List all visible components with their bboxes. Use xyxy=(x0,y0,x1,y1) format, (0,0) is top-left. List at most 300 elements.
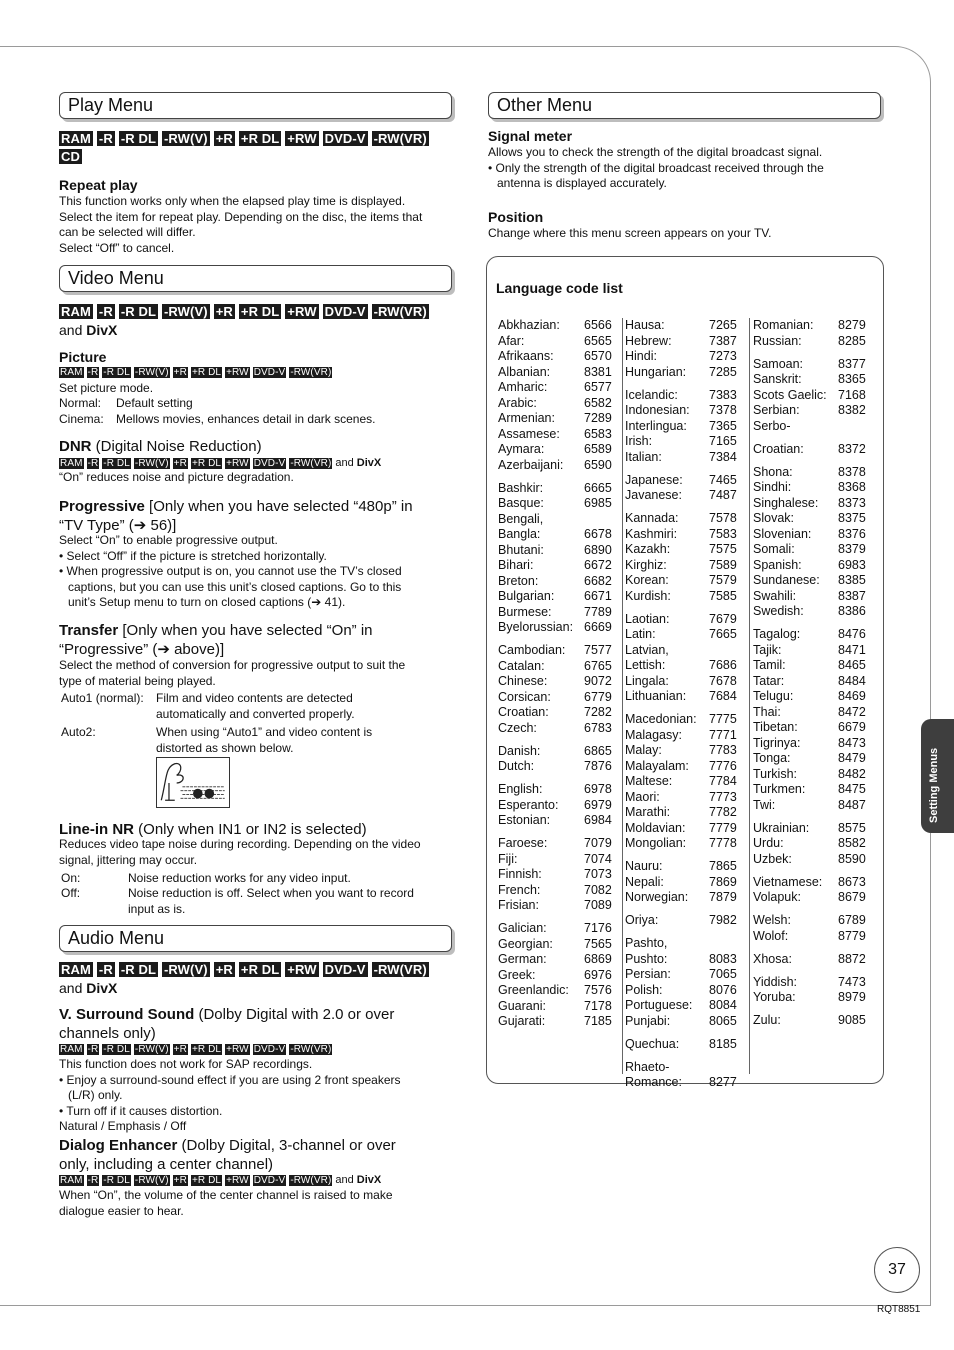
language-row xyxy=(625,333,737,350)
play-menu-header: Play Menu xyxy=(59,92,452,119)
language-name: Swedish: xyxy=(753,604,804,618)
language-code: 8473 xyxy=(838,735,866,750)
language-name: Uzbek: xyxy=(753,851,792,866)
language-code: 7176 xyxy=(584,921,612,935)
language-code: 7383 xyxy=(709,387,737,402)
language-name: English: xyxy=(498,782,543,796)
language-name: Russian: xyxy=(753,333,802,348)
v-surround-badges xyxy=(59,1044,335,1056)
disc-badge: -RW(V) xyxy=(164,304,208,319)
language-name: Interlingua: xyxy=(625,418,687,433)
language-code: 8673 xyxy=(838,874,866,889)
mode-key: Normal: xyxy=(59,396,102,410)
language-row xyxy=(625,743,737,759)
language-code: 6589 xyxy=(584,442,612,456)
language-row xyxy=(625,526,737,543)
language-code: 8376 xyxy=(838,526,866,541)
language-name: Persian: xyxy=(625,967,671,981)
disc-badge: RAM xyxy=(61,131,91,146)
language-row xyxy=(498,542,612,559)
bullet-line: antenna is displayed accurately. xyxy=(497,176,667,190)
language-code: 6865 xyxy=(584,743,612,758)
language-row xyxy=(753,735,866,752)
language-name: Tibetan: xyxy=(753,720,798,734)
language-row xyxy=(625,643,669,659)
language-code: 7282 xyxy=(584,705,612,719)
language-code: 8378 xyxy=(838,464,866,479)
language-name: Arabic: xyxy=(498,395,537,410)
language-name: Azerbaijani: xyxy=(498,457,564,472)
progressive-text xyxy=(59,533,402,611)
disc-badge: DVD-V xyxy=(253,1175,286,1186)
language-name: Nauru: xyxy=(625,859,663,873)
language-row xyxy=(625,434,737,450)
language-row xyxy=(498,496,612,512)
language-name: Basque: xyxy=(498,496,544,510)
text-line: Select “Off” to cancel. xyxy=(59,240,175,255)
disc-badge: +RW xyxy=(287,962,317,977)
text-line: When using “Auto1” and video content is xyxy=(156,725,373,739)
language-row xyxy=(753,511,866,527)
disc-badge: -RW(V) xyxy=(134,1044,169,1055)
language-row xyxy=(498,743,612,760)
language-row xyxy=(753,419,791,435)
language-name: Kazakh: xyxy=(625,542,671,556)
language-row xyxy=(625,403,737,419)
language-name: Polish: xyxy=(625,982,663,997)
language-name: Aymara: xyxy=(498,442,545,456)
mode-value: Default setting xyxy=(116,396,193,410)
position-title: Position xyxy=(488,209,544,225)
language-row xyxy=(498,898,612,914)
language-row xyxy=(498,558,612,574)
picture-badges xyxy=(59,367,335,379)
disc-badge: +R xyxy=(215,131,233,146)
language-name: Pushto: xyxy=(625,951,668,966)
language-row xyxy=(498,395,612,412)
language-code: 7869 xyxy=(709,874,737,889)
language-row xyxy=(753,851,866,868)
language-row xyxy=(498,836,612,852)
language-code: 6890 xyxy=(584,542,612,557)
language-code: 7082 xyxy=(584,882,612,897)
language-row xyxy=(625,658,737,674)
language-code: 7876 xyxy=(584,759,612,773)
language-name: Singhalese: xyxy=(753,495,819,510)
disc-badge: -RW(VR) xyxy=(290,1044,332,1055)
language-code: 6983 xyxy=(838,557,866,572)
language-code: 8387 xyxy=(838,588,866,603)
and-text: and xyxy=(335,457,357,469)
language-code: 6978 xyxy=(584,782,612,796)
language-row xyxy=(498,512,543,528)
mode-row xyxy=(59,412,375,428)
language-code: 6583 xyxy=(584,426,612,441)
language-code: 6582 xyxy=(584,395,612,410)
language-name: Croatian: xyxy=(498,705,549,719)
language-name: Bashkir: xyxy=(498,480,544,495)
language-name: Romance: xyxy=(625,1075,682,1089)
language-name: Swahili: xyxy=(753,588,797,603)
bullet-line: • Enjoy a surround-sound effect if you are using 2 front speakers xyxy=(59,1072,401,1087)
language-row xyxy=(625,859,737,875)
language-row xyxy=(498,643,612,659)
language-row xyxy=(753,542,866,558)
disc-badge: +R xyxy=(215,304,233,319)
language-row xyxy=(753,627,866,643)
language-name: Latvian, xyxy=(625,642,669,657)
disc-badge: +R DL xyxy=(191,1175,222,1186)
disc-badge: -RW(VR) xyxy=(373,131,427,146)
progressive-title: Progressive [Only when you have selected “480p” in “TV Type” (➔ 56)] xyxy=(59,498,413,534)
language-name: Breton: xyxy=(498,573,539,588)
language-name: Kashmiri: xyxy=(625,526,678,541)
language-code-title: Language code list xyxy=(496,280,623,296)
language-code: 6765 xyxy=(584,658,612,673)
language-code: 7575 xyxy=(709,542,737,556)
language-row xyxy=(625,789,737,806)
language-code: 7982 xyxy=(709,913,737,927)
column-divider xyxy=(749,318,750,1074)
language-code: 7679 xyxy=(709,611,737,626)
language-name: Samoan: xyxy=(753,356,804,371)
language-name: Xhosa: xyxy=(753,951,792,966)
disc-badge: +RW xyxy=(287,131,317,146)
language-name: Kurdish: xyxy=(625,588,671,603)
language-code: 8465 xyxy=(838,658,866,672)
disc-badge: -RW(V) xyxy=(134,1175,169,1186)
divx-label: DivX xyxy=(86,322,118,338)
other-menu-header: Other Menu xyxy=(488,92,881,119)
language-row xyxy=(753,387,866,404)
language-code: 7487 xyxy=(709,488,737,502)
language-code: 7065 xyxy=(709,967,737,981)
language-row xyxy=(753,464,866,481)
transfer-text xyxy=(59,658,405,689)
language-row xyxy=(753,704,866,721)
language-code: 8076 xyxy=(709,982,737,997)
disc-badge: DVD-V xyxy=(324,304,366,319)
picture-modes xyxy=(59,396,375,427)
language-code: 6577 xyxy=(584,380,612,394)
language-code: 6979 xyxy=(584,797,612,812)
language-name: Corsican: xyxy=(498,689,551,704)
language-row xyxy=(498,426,612,443)
mode-value: Mellows movies, enhances detail in dark scenes. xyxy=(116,411,376,426)
language-name: Japanese: xyxy=(625,472,683,487)
language-row xyxy=(753,928,866,945)
language-code: 7387 xyxy=(709,333,737,348)
text-line: signal, jittering may occur. xyxy=(59,852,198,867)
language-code: 8285 xyxy=(838,333,866,348)
section-tab-label: Setting Menus xyxy=(928,747,940,823)
language-name: Turkish: xyxy=(753,766,797,781)
language-code: 6783 xyxy=(584,720,612,735)
language-name: Italian: xyxy=(625,449,662,464)
text-line: When “On”, the volume of the center channel is raised to make xyxy=(59,1188,393,1202)
language-code: 7365 xyxy=(709,418,737,433)
language-row xyxy=(625,689,737,705)
dialog-enhancer-badges xyxy=(59,1174,381,1187)
language-code: 7185 xyxy=(584,1014,612,1028)
column-divider xyxy=(622,318,623,1074)
language-name: Korean: xyxy=(625,573,669,587)
language-code: 8582 xyxy=(838,836,866,850)
disc-badge: +RW xyxy=(287,304,317,319)
language-code: 8386 xyxy=(838,604,866,618)
language-code: 7074 xyxy=(584,851,612,866)
language-name: Fiji: xyxy=(498,851,518,866)
language-row xyxy=(498,658,612,675)
language-name: Slovenian: xyxy=(753,526,812,541)
language-name: Afrikaans: xyxy=(498,349,554,363)
language-name: Gujarati: xyxy=(498,1014,546,1028)
language-name: Lingala: xyxy=(625,673,669,688)
on-desc xyxy=(128,871,351,887)
auto1-desc xyxy=(156,691,355,722)
disc-badge: RAM xyxy=(60,367,83,378)
language-row xyxy=(753,836,866,852)
language-row xyxy=(753,441,866,458)
language-row xyxy=(498,589,612,605)
disc-badge: DVD-V xyxy=(253,1044,286,1055)
language-row xyxy=(625,913,737,929)
disc-badge: -R DL xyxy=(120,962,156,977)
disc-badge: -RW(V) xyxy=(134,367,169,378)
language-name: Telugu: xyxy=(753,689,794,703)
language-code: 6566 xyxy=(584,318,612,332)
language-code: 8375 xyxy=(838,511,866,525)
language-name: Faroese: xyxy=(498,836,548,850)
disc-badge: RAM xyxy=(60,458,83,469)
mode-key: Cinema: xyxy=(59,411,104,426)
language-row xyxy=(753,318,866,334)
disc-badge: -R DL xyxy=(120,131,156,146)
language-name: Sundanese: xyxy=(753,573,820,587)
language-code: 8482 xyxy=(838,766,866,781)
language-code: 8779 xyxy=(838,928,866,943)
language-row xyxy=(625,874,737,891)
language-row xyxy=(753,890,866,906)
language-name: Frisian: xyxy=(498,898,539,912)
language-code: 8475 xyxy=(838,782,866,796)
language-name: Pashto, xyxy=(625,936,668,950)
language-name: Chinese: xyxy=(498,674,548,688)
bullet-line: unit’s Setup menu to turn on closed captions (➔ 41). xyxy=(68,595,346,609)
language-code: 7865 xyxy=(709,859,737,873)
language-code: 7265 xyxy=(709,318,737,332)
position-text: Change where this menu screen appears on your TV. xyxy=(488,226,772,240)
language-code: 8381 xyxy=(584,364,612,379)
disc-badge: -R xyxy=(98,304,113,319)
language-code: 6789 xyxy=(838,913,866,927)
language-name: Danish: xyxy=(498,743,541,758)
language-name: Twi: xyxy=(753,797,776,812)
play-menu-badges xyxy=(59,130,449,166)
language-code: 8365 xyxy=(838,372,866,386)
language-code: 7784 xyxy=(709,774,737,788)
language-code: 6976 xyxy=(584,967,612,982)
text-line: input as is. xyxy=(128,901,186,916)
language-row xyxy=(753,751,866,767)
repeat-play-title: Repeat play xyxy=(59,177,138,193)
disc-badge: -R DL xyxy=(103,367,130,378)
language-code: 8185 xyxy=(709,1036,737,1051)
language-name: Spanish: xyxy=(753,557,802,572)
distortion-illustration xyxy=(156,757,230,808)
disc-badge: DVD-V xyxy=(253,367,286,378)
language-row xyxy=(625,820,737,837)
language-code: 7576 xyxy=(584,983,612,997)
language-name: Tagalog: xyxy=(753,627,801,641)
language-row xyxy=(498,364,612,381)
language-row xyxy=(498,620,612,636)
language-name: Greenlandic: xyxy=(498,983,569,997)
text-line: Set picture mode. xyxy=(59,381,154,395)
language-row xyxy=(625,1075,737,1091)
language-name: Javanese: xyxy=(625,488,682,502)
language-row xyxy=(753,480,866,496)
disc-badge: -R xyxy=(87,367,99,378)
language-row xyxy=(625,727,737,744)
language-row xyxy=(498,573,612,590)
disc-badge: +RW xyxy=(226,458,249,469)
language-code: 7783 xyxy=(709,743,737,757)
disc-badge: +RW xyxy=(226,1175,249,1186)
language-row xyxy=(625,890,737,906)
bullet-line: • When progressive output is on, you cannot use the TV’s closed xyxy=(59,564,402,578)
language-code: 7778 xyxy=(709,836,737,850)
line-in-nr-title: Line-in NR (Only when IN1 or IN2 is selected) xyxy=(59,821,367,838)
repeat-play-text xyxy=(59,194,422,256)
v-surround-title: V. Surround Sound (Dolby Digital with 2.0 or over channels only) xyxy=(59,1006,395,1042)
language-name: Somali: xyxy=(753,542,795,556)
language-name: Afar: xyxy=(498,333,525,348)
disc-badge: -RW(VR) xyxy=(290,458,332,469)
language-row xyxy=(625,805,737,821)
language-row xyxy=(625,418,737,435)
language-code: 8373 xyxy=(838,495,866,510)
disc-badge: +R DL xyxy=(191,367,222,378)
language-name: Malayalam: xyxy=(625,758,689,773)
language-row xyxy=(625,1036,737,1053)
language-code: 8084 xyxy=(709,998,737,1012)
section-tab[interactable] xyxy=(921,719,954,833)
language-row xyxy=(498,442,612,458)
text-line: Allows you to check the strength of the digital broadcast signal. xyxy=(488,145,823,159)
language-name: Lithuanian: xyxy=(625,689,687,703)
language-row xyxy=(753,974,866,991)
language-name: Tamil: xyxy=(753,658,786,672)
language-row xyxy=(498,674,612,690)
page-number: 37 xyxy=(874,1247,920,1293)
language-code: 8476 xyxy=(838,627,866,641)
language-code: 8575 xyxy=(838,820,866,835)
language-code: 6679 xyxy=(838,720,866,734)
video-menu-header: Video Menu xyxy=(59,265,452,292)
language-row xyxy=(498,720,612,737)
text-line: Select the item for repeat play. Depending on the disc, the items that xyxy=(59,209,423,224)
disc-badge: -RW(V) xyxy=(164,131,208,146)
disc-badge: +RW xyxy=(226,1044,249,1055)
language-name: Rhaeto- xyxy=(625,1059,670,1074)
language-row xyxy=(753,720,866,736)
disc-badge: -R xyxy=(87,458,99,469)
language-name: Croatian: xyxy=(753,441,804,456)
language-code: 8277 xyxy=(709,1075,737,1089)
and-text: and xyxy=(59,322,87,338)
language-code: 7585 xyxy=(709,588,737,603)
language-name: Sindhi: xyxy=(753,480,792,494)
language-name: Vietnamese: xyxy=(753,874,823,889)
language-name: Serbo- xyxy=(753,418,791,433)
disc-badge: DVD-V xyxy=(324,131,366,146)
language-row xyxy=(625,542,737,558)
disc-badge: +R xyxy=(173,458,187,469)
disc-badge: DVD-V xyxy=(324,962,366,977)
language-code: 7285 xyxy=(709,364,737,379)
text-line: Select “On” to enable progressive output. xyxy=(59,533,278,547)
language-row xyxy=(498,604,612,621)
auto1-key: Auto1 (normal): xyxy=(61,691,144,705)
language-code: 6590 xyxy=(584,457,612,472)
language-code: 8377 xyxy=(838,356,866,371)
language-row xyxy=(625,488,737,504)
language-row xyxy=(498,457,612,474)
language-code: 7789 xyxy=(584,604,612,619)
disc-badge: -R DL xyxy=(103,458,130,469)
language-code: 6869 xyxy=(584,952,612,966)
language-code: 6671 xyxy=(584,589,612,603)
language-name: Slovak: xyxy=(753,511,794,525)
language-name: Norwegian: xyxy=(625,890,689,904)
language-row xyxy=(498,1014,612,1030)
language-code: 7589 xyxy=(709,557,737,572)
disc-badge: -RW(VR) xyxy=(373,304,427,319)
language-name: Oriya: xyxy=(625,913,659,927)
language-row xyxy=(753,526,866,543)
language-name: Volapuk: xyxy=(753,890,801,904)
language-code: 7565 xyxy=(584,936,612,951)
language-name: Yoruba: xyxy=(753,990,796,1004)
language-name: Scots Gaelic: xyxy=(753,387,827,402)
language-code: 6570 xyxy=(584,349,612,363)
language-name: Marathi: xyxy=(625,805,671,819)
language-row xyxy=(625,1060,669,1076)
language-code: 7775 xyxy=(709,712,737,726)
disc-badge: +R xyxy=(173,1175,187,1186)
language-name: Hindi: xyxy=(625,349,657,363)
language-row xyxy=(498,480,612,497)
language-name: Armenian: xyxy=(498,411,555,425)
language-row xyxy=(498,349,612,365)
language-code: 8379 xyxy=(838,542,866,556)
language-name: Sanskrit: xyxy=(753,372,802,386)
language-name: Esperanto: xyxy=(498,797,559,812)
language-row xyxy=(498,380,612,396)
language-row xyxy=(753,820,866,837)
signal-meter-text xyxy=(488,145,824,192)
language-row xyxy=(498,936,612,953)
disc-badge: +R DL xyxy=(191,458,222,469)
language-code: 6672 xyxy=(584,558,612,572)
language-row xyxy=(753,588,866,605)
language-row xyxy=(498,797,612,814)
language-name: Turkmen: xyxy=(753,782,806,796)
language-row xyxy=(625,673,737,690)
language-name: Kannada: xyxy=(625,511,679,525)
language-name: Bengali, xyxy=(498,511,544,526)
